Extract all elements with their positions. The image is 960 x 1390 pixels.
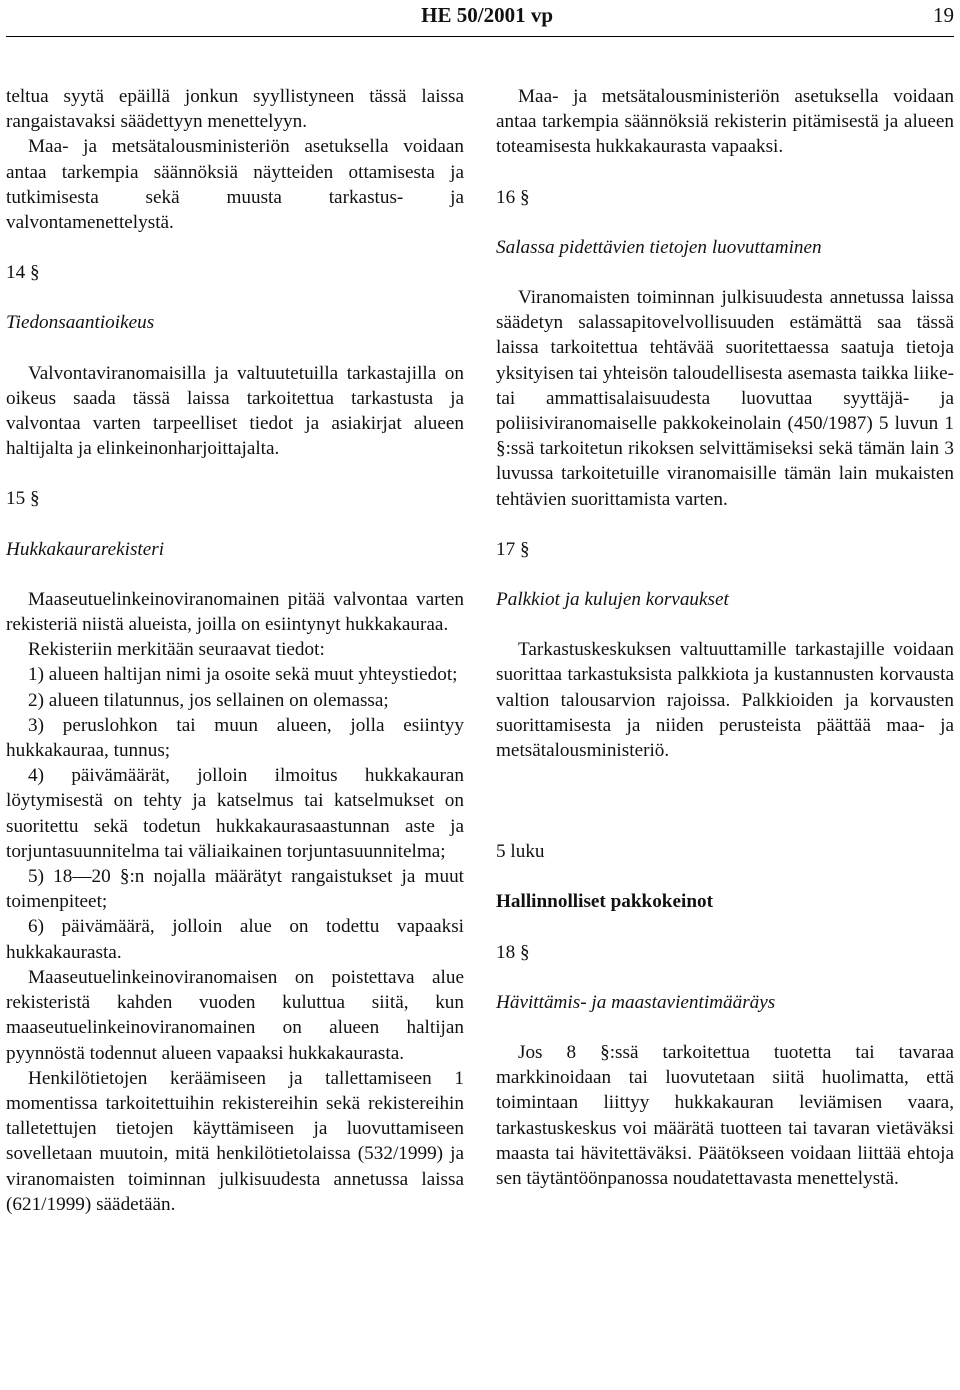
section-18-number: 18 § xyxy=(496,941,530,963)
section-15-title: Hukkakaurarekisteri xyxy=(6,538,165,560)
section-18-title: Hävittämis- ja maastavientimääräys xyxy=(496,991,776,1013)
section-17-paragraph: Tarkastuskeskuksen valtuuttamille tarkastajille voidaan suorittaa tarkastuksista palkkiota ja kustannusten korvausta valtion talousarvion rajoissa. Palkkioiden ja korvausten suorittamisesta ja niiden perusteista päättää maa- ja metsätalousministeriö. xyxy=(496,639,954,762)
list-item: 4) päivämäärät, jolloin ilmoitus hukkakauran löytymisestä on tehty ja katselmus tai katselmukset on suoritettu sekä todetun hukkakaurasaastunnan aste ja torjuntasuunnitelma tai väliaikainen torjuntasuunnitelma; xyxy=(6,765,464,862)
section-15-paragraph-1: Maaseutuelinkeinoviranomainen pitää valvontaa varten rekisteriä niistä alueista, joilla on esiintynyt hukkakauraa. xyxy=(6,588,464,636)
section-16-title: Salassa pidettävien tietojen luovuttaminen xyxy=(496,236,822,258)
section-17-number: 17 § xyxy=(496,538,530,560)
section-18-paragraph: Jos 8 §:ssä tarkoitettua tuotetta tai tavaraa markkinoidaan tai luovutetaan siitä huolimatta, että toimintaan liittyy hukkakauran leviämisen vaara, tarkastuskeskus voi määrätä tuotteen tai tavaran vietäväksi maasta tai hävitettäväksi. Päätökseen voidaan liittää ehtoja sen täytäntöönpanossa noudatettavasta menettelystä. xyxy=(496,1042,954,1190)
left-column xyxy=(6,84,464,1217)
chapter-number: 5 luku xyxy=(496,841,545,863)
section-15-paragraph-2: Rekisteriin merkitään seuraavat tiedot: xyxy=(28,639,325,661)
section-16-number: 16 § xyxy=(496,186,530,208)
list-item: 6) päivämäärä, jolloin alue on todettu vapaaksi hukkakaurasta. xyxy=(6,916,464,963)
list-item: 3) peruslohkon tai muun alueen, jolla esiintyy hukkakauraa, tunnus; xyxy=(6,714,464,762)
section-14-title: Tiedonsaantioikeus xyxy=(6,312,155,334)
list-item: 2) alueen tilatunnus, jos sellainen on olemassa; xyxy=(28,689,389,711)
list-item: 1) alueen haltijan nimi ja osoite sekä muut yhteystiedot; xyxy=(28,664,458,686)
paragraph-asetus-naytteet: Maa- ja metsätalousministeriön asetuksella voidaan antaa tarkempia säännöksiä näytteiden ottamisesta ja tutkimisesta sekä muusta tarkastus- ja valvontamenettelystä. xyxy=(6,136,464,234)
continued-paragraph: teltua syytä epäillä jonkun syyllistyneen tässä laissa rangaistavaksi säädettyyn menettelyyn. xyxy=(6,86,464,133)
document-title: HE 50/2001 vp xyxy=(421,3,553,27)
running-header xyxy=(0,0,960,30)
list-item: 5) 18—20 §:n nojalla määrätyt rangaistukset ja muut toimenpiteet; xyxy=(6,866,464,913)
section-14-paragraph: Valvontaviranomaisilla ja valtuutetuilla tarkastajilla on oikeus saada tässä laissa tarkoitettua tarkastusta ja valvontaa varten tarpeelliset tiedot ja asiakirjat alueen haltijalta ja elinkeinonharjoittajalta. xyxy=(6,362,464,460)
section-15-paragraph-4: Henkilötietojen keräämiseen ja tallettamiseen 1 momentissa tarkoitettuihin rekistereihin sekä rekistereihin talletettujen tietojen käyttämiseen ja luovuttamiseen sovelletaan muutoin, mitä henkilötietolaissa (532/1999) ja viranomaisten toiminnan julkisuudesta annetussa laissa (621/1999) säädetään. xyxy=(6,1067,464,1215)
section-15-paragraph-3: Maaseutuelinkeinoviranomaisen on poistettava alue rekisteristä kahden vuoden kuluttua siitä, kun maaseutuelinkeinoviranomainen on alueen haltijan pyynnöstä todennut alueen vapaaksi hukkakaurasta. xyxy=(6,966,464,1064)
section-17-title: Palkkiot ja kulujen korvaukset xyxy=(496,589,729,611)
section-16-paragraph: Viranomaisten toiminnan julkisuudesta annetussa laissa säädetyn salassapitovelvollisuuden estämättä saa tässä laissa tarkoitettua tehtävää suoritettaessa saatuja tietoja yksityisen tai yhteisön taloudellisesta asemasta taikka liike- tai ammattisalaisuudesta luovuttaa syyttäjä- ja poliisiviranomaiselle pakkokeinolain (450/1987) 5 luvun 1 §:ssä tarkoitetun rikoksen selvittämiseksi sekä tämän lain 3 luvussa tarkoitetuille viranomaisille tämän lain mukaisten tehtävien suorittamista varten. xyxy=(496,287,954,510)
chapter-title: Hallinnolliset pakkokeinot xyxy=(496,891,713,913)
paragraph-asetus-rekisteri: Maa- ja metsätalousministeriön asetuksella voidaan antaa tarkempia säännöksiä rekisterin pitämisestä ja alueen toteamisesta hukkakaurasta vapaaksi. xyxy=(496,86,954,158)
section-15-number: 15 § xyxy=(6,488,40,510)
header-rule xyxy=(6,36,954,37)
right-column xyxy=(496,84,954,1191)
section-14-number: 14 § xyxy=(6,262,40,284)
page-number: 19 xyxy=(933,3,954,27)
